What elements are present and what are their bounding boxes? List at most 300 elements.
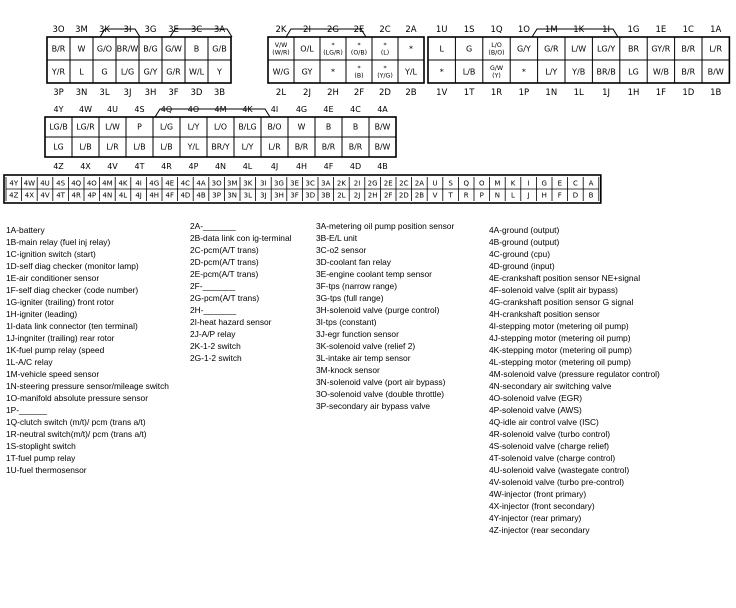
pin-label: 4Z [53,161,64,171]
legend-item: 2H-_______ [190,305,237,315]
wire-color: B/R [681,44,696,54]
legend-item: 2D-pcm(A/T trans) [190,257,259,267]
strip-pin-label: 3G [274,179,284,188]
legend-item: 4X-injector (front secondary) [489,501,595,511]
wire-color: G/O [96,44,113,54]
strip-pin-label: P [479,191,484,200]
strip-pin-label: 4N [102,191,113,200]
wire-color: * (O/B) [350,41,368,57]
wire-color: W/G [272,67,290,77]
wire-color: * [331,67,335,77]
pin-label: 3L [99,87,110,98]
pin-label: 2H [327,87,339,98]
wire-color: W [297,122,306,132]
strip-pin-label: 4P [87,191,97,200]
pcm-connector-diagram [0,0,736,215]
legend-item: 3L-intake air temp sensor [316,353,411,363]
legend-item: 1J-ingniter (trailing) rear rotor [6,333,115,343]
strip-pin-label: 3O [211,179,222,188]
pin-label: 4T [134,161,145,171]
strip-pin-label: A [588,179,594,188]
pin-label: 2J [303,87,311,98]
legend-item: 4R-solenoid valve (turbo control) [489,429,611,439]
strip-pin-label: 2I [353,179,361,188]
wire-color: B/W [707,67,724,77]
legend-item: 3B-E/L unit [316,233,358,243]
wire-color: L/W [571,44,587,54]
wire-color: L/O [213,122,228,132]
legend-item: 1F-self diag checker (code number) [6,285,139,295]
strip-pin-label: 4X [24,191,35,200]
strip-pin-label: L [511,191,515,200]
pin-label: 3H [144,87,157,98]
strip-pin-label: 4A [196,179,206,188]
legend-item: 2C-pcm(A/T trans) [190,245,259,255]
pin-label: 1O [517,24,530,35]
wire-color: * [409,44,413,54]
pin-label: 1M [544,24,558,35]
legend-item: 1B-main relay (fuel inj relay) [6,237,111,247]
pin-label: 3G [144,24,157,35]
strip-pin-label: 3E [290,179,300,188]
legend-item: 1G-igniter (trailing) front rotor [6,297,114,307]
pin-label: 3I [123,24,132,35]
wire-color: BR [627,44,640,54]
strip-pin-label: 4O [86,179,97,188]
legend-item: 4L-stepping motor (metering oil pump) [489,357,631,367]
legend-item: 4J-stepping motor (metering oil pump) [489,333,631,343]
legend-item: 3C-o2 sensor [316,245,367,255]
legend-column-4 [489,224,660,536]
pin-label: 1G [627,24,640,35]
wire-color: B [193,44,200,54]
wire-color: L/B [160,142,173,152]
strip-pin-label: 2G [367,179,378,188]
strip-pin-label: 3B [321,191,331,200]
wire-color: LG/Y [596,44,616,54]
wire-color: GY/R [651,44,671,54]
wire-color: Y/L [404,67,418,77]
wire-color: W/B [652,67,669,77]
strip-pin-label: 3M [226,179,238,188]
wire-color: B/O [267,122,282,132]
strip-pin-label: Q [463,179,469,188]
legend-item: 2G-pcm(A/T trans) [190,293,260,303]
pin-label: 1F [655,87,667,98]
legend-item: 4F-solenoid valve (split air bypass) [489,285,618,295]
pin-label: 1H [627,87,640,98]
legend-column-3 [316,220,454,412]
wire-color: O/L [300,44,314,54]
wire-color: Y/L [187,142,200,152]
legend-item: 2I-heat hazard sensor [190,317,272,327]
strip-pin-label: O [479,179,485,188]
strip-pin-label: T [448,191,453,200]
wire-color: L/B [133,142,146,152]
wire-color: B/R [681,67,696,77]
pin-label: 2B [405,87,417,98]
strip-pin-label: 4V [40,191,50,200]
strip-pin-label: S [448,179,453,188]
strip-pin-label: 2J [353,191,361,200]
pin-label: 3A [213,24,226,35]
wire-color: * (Y/G) [377,64,393,80]
wire-color: G [465,44,473,54]
strip-pin-label: 4G [149,179,160,188]
strip-pin-label: 3I [260,179,267,188]
strip-pin-label: 4Q [71,179,82,188]
pin-label: 3C [190,24,203,35]
wire-color: * (LG/R) [323,41,343,57]
pin-label: 4C [350,104,361,114]
legend-item: 4G-crankshaft position sensor G signal [489,297,634,307]
pin-label: 3K [99,24,110,35]
legend-item: 3H-solenoid valve (purge control) [316,305,440,315]
strip-pin-label: 4M [102,179,113,188]
pin-label: 2L [275,87,287,98]
wire-color: W [77,44,86,54]
wire-color: LG [628,67,639,77]
wire-color: L/Y [187,122,200,132]
wire-color: G/B [212,44,227,54]
strip-pin-label: J [527,191,530,200]
pin-label: 2E [353,24,365,35]
legend-item: 4Y-injector (rear primary) [489,513,582,523]
pin-label: 1E [655,24,667,35]
pin-label: 3P [53,87,64,98]
pin-label: 2F [353,87,365,98]
strip-pin-label: 2C [399,179,409,188]
wire-color: L/G [120,67,135,77]
legend-item: 3K-solenoid valve (relief 2) [316,341,416,351]
pin-label: 3D [190,87,203,98]
wire-color: B/R [294,142,309,152]
wire-color: L/B [79,142,92,152]
strip-pin-label: B [588,191,594,200]
pin-label: 4P [188,161,199,171]
pin-label: 2I [303,24,311,35]
strip-pin-label: R [463,191,469,200]
strip-pin-label: 3D [305,191,316,200]
legend-item: 4D-ground (input) [489,261,555,271]
legend-item: 4O-solenoid valve (EGR) [489,393,583,403]
pin-label: 1U [435,24,448,35]
wire-color: P [137,122,142,132]
pin-label: 1Q [490,24,503,35]
pin-label: 1S [463,24,475,35]
wire-color: B [352,122,359,132]
legend-item: 1N-steering pressure sensor/mileage switch [6,381,169,391]
pin-label: 1A [710,24,722,35]
legend-item: 2A-_______ [190,221,236,231]
strip-pin-label: 3F [290,191,299,200]
pin-label: 1B [710,87,722,98]
pin-label: 1I [602,24,611,35]
strip-pin-label: 3K [243,179,253,188]
wire-color: L/R [709,44,723,54]
strip-pin-label: 2F [383,191,393,200]
pin-label: 1V [436,87,448,98]
wire-color: B/W [374,142,391,152]
connector-latch [155,109,270,117]
wire-color: * (L) [380,41,390,57]
pin-label: 4O [187,104,200,114]
legend-item: 2E-pcm(A/T trans) [190,269,259,279]
pin-label: 3M [75,24,88,35]
strip-pin-label: 2K [336,179,346,188]
wire-color: G/W (Y) [489,64,504,80]
strip-pin-label: 4C [180,179,191,188]
pin-label: 3J [123,87,132,98]
strip-pin-label: 4R [71,191,81,200]
wire-color: * [521,67,526,77]
legend-item: 4Z-injector (rear secondary [489,525,590,535]
legend-item: 4H-crankshaft position sensor [489,309,600,319]
legend-item: 2F-_______ [190,281,236,291]
pin-label: 4W [79,104,92,114]
legend-item: 3D-coolant fan relay [316,257,391,267]
legend-item: 2J-A/P relay [190,329,236,339]
strip-pin-label: 4Y [9,179,19,188]
strip-pin-label: 2H [367,191,378,200]
strip-pin-label: F [557,191,562,200]
legend-item: 1M-vehicle speed sensor [6,369,100,379]
wire-color: L/R [268,142,281,152]
pin-label: 3N [75,87,88,98]
legend-item: 2B-data link con ig-terminal [190,233,292,243]
wire-color: L [439,44,444,54]
strip-pin-label: 4U [40,179,50,188]
wire-color: L/G [159,122,174,132]
legend-item: 1E-air conditioner sensor [6,273,100,283]
pin-label: 4F [323,161,334,171]
wire-color: BR/W [116,44,139,54]
pin-label: 1R [490,87,503,98]
pin-label: 1P [518,87,530,98]
strip-pin-label: 3A [321,179,331,188]
wire-color: G/W [165,44,182,54]
strip-pin-label: N [494,191,501,200]
legend-item: 1O-manifold absolute pressure sensor [6,393,148,403]
legend-item: 4S-solenoid valve (charge relief) [489,441,610,451]
pin-label: 3B [213,87,226,98]
strip-pin-label: 2D [398,191,409,200]
legend-item: 1I-data link connector (ten terminal) [6,321,138,331]
strip-pin-label: 2E [383,179,393,188]
legend-item: 4K-stepping motor (metering oil pump) [489,345,632,355]
wire-color: Y [217,67,222,77]
legend-item: 1H-igniter (leading) [6,309,78,319]
wire-color: Y/R [51,67,66,77]
pin-label: 1N [545,87,558,98]
legend-item: 4E-crankshaft position sensor NE+signal [489,273,641,283]
pin-label: 4J [270,161,279,171]
legend-column-2 [190,220,291,364]
wire-color: W/L [188,67,205,77]
pin-label: 4Q [160,104,173,114]
strip-pin-label: M [494,179,501,188]
pin-label: 3F [168,87,179,98]
legend-item: 4V-solenoid valve (turbo pre-control) [489,477,624,487]
pin-label: 4G [295,104,308,114]
wire-color: BR/B [596,67,616,77]
legend-item: 3P-secondary air bypass valve [316,401,431,411]
strip-pin-label: 4K [118,179,128,188]
wire-color: L/O (B/O) [488,41,505,57]
strip-pin-label: 3H [274,191,284,200]
wire-color: G/R [544,44,559,54]
wire-color: L/R [106,142,119,152]
strip-pin-label: C [572,179,578,188]
strip-pin-label: 2B [414,191,425,200]
pin-label: 1D [682,87,695,98]
wire-color: G/Y [143,67,158,77]
legend-item: 4T-solenoid valve (charge control) [489,453,616,463]
strip-pin-label: E [557,179,563,188]
wire-color: G/R [166,67,181,77]
pin-label: 4R [161,161,172,171]
legend-item: 3F-tps (narrow range) [316,281,397,291]
pin-label: 1K [573,24,585,35]
wire-color: LG/B [49,122,68,132]
pin-label: 4U [107,104,118,114]
legend-item: 1R-neutral switch(m/t)/ pcm (trans a/t) [6,429,147,439]
legend-item: 1Q-clutch switch (m/t)/ pcm (trans a/t) [6,417,146,427]
legend-item: 1L-A/C relay [6,357,53,367]
wire-color: B/R [348,142,363,152]
wire-color: B/W [374,122,391,132]
legend-item: 4W-injector (front primary) [489,489,587,499]
pin-label: 4V [107,161,118,171]
legend-item: 2G-1-2 switch [190,353,242,363]
pin-label: 2K [275,24,287,35]
pin-label: 4I [270,104,279,114]
strip-pin-label: K [510,179,516,188]
strip-pin-label: 3C [305,179,315,188]
legend-item: 4Q-idle air control valve (ISC) [489,417,599,427]
strip-pin-label: 4E [165,179,175,188]
wire-color: L/Y [545,67,558,77]
wire-color: LG/R [76,122,95,132]
legend-item: 3A-metering oil pump position sensor [316,221,455,231]
pin-label: 2G [327,24,339,35]
legend-column-1 [6,224,169,476]
strip-pin-label: 3L [243,191,252,200]
legend-item: 4U-solenoid valve (wastegate control) [489,465,630,475]
strip-pin-label: 4I [135,179,142,188]
legend-item: 3G-tps (full range) [316,293,384,303]
strip-pin-label: 3N [227,191,238,200]
pin-label: 4M [214,104,227,114]
pin-label: 4S [134,104,145,114]
pin-label: 4X [80,161,91,171]
wire-color: L [79,67,84,77]
legend-item: 1D-self diag checker (monitor lamp) [6,261,139,271]
legend-item: 3E-engine coolant temp sensor [316,269,432,279]
pin-label: 3O [52,24,65,35]
strip-pin-label: 3P [212,191,221,200]
pin-label: 4D [349,161,362,171]
wire-color: * (B) [354,64,364,80]
legend-item: 1T-fuel pump relay [6,453,76,463]
pin-label: 2D [379,87,391,98]
pin-label: 4B [377,161,388,171]
pin-label: 4L [242,161,253,171]
pin-label: 1C [682,24,694,35]
pin-label: 4E [323,104,334,114]
strip-pin-label: 4J [135,191,142,200]
legend-item: 4P-solenoid valve (AWS) [489,405,582,415]
strip-pin-label: V [432,191,438,200]
legend-item: 1K-fuel pump relay (speed [6,345,105,355]
strip-pin-label: G [541,179,547,188]
wire-color: B/R [321,142,336,152]
pin-label: 4A [377,104,388,114]
wire-color: L/B [462,67,476,77]
wire-color: L/Y [241,142,254,152]
legend-item: 3J-egr function sensor [316,329,399,339]
strip-pin-label: U [432,179,438,188]
wire-color: G [101,67,108,77]
legend-item: 3O-solenoid valve (double throttle) [316,389,445,399]
strip-pin-label: H [541,191,547,200]
legend-item: 4M-solenoid valve (pressure regulator control) [489,369,660,379]
pin-label: 1T [463,87,475,98]
strip-pin-label: 3J [260,191,267,200]
pin-label: 4K [242,104,253,114]
legend-item: 3N-solenoid valve (port air bypass) [316,377,446,387]
legend-item: 4A-ground (output) [489,225,560,235]
strip-pin-label: 4B [196,191,206,200]
legend-item: 4B-ground (output) [489,237,560,247]
pin-label: 4N [214,161,227,171]
legend-item: 1S-stoplight switch [6,441,76,451]
strip-pin-label: 4F [165,191,175,200]
wire-color: BR/Y [211,142,230,152]
strip-pin-label: 4L [118,191,128,200]
legend-item: 1P-______ [6,405,47,415]
pin-label: 4Y [53,104,64,114]
strip-pin-label: 4H [149,191,160,200]
pin-label: 2A [405,24,417,35]
legend-item: 4I-stepping motor (metering oil pump) [489,321,629,331]
legend-item: 1U-fuel thermosensor [6,465,87,475]
wire-color: * [439,67,444,77]
wire-color: B [325,122,332,132]
pin-label: 2C [379,24,391,35]
legend-item: 4N-secondary air switching valve [489,381,612,391]
strip-pin-label: 2L [337,191,346,200]
wire-color: L/W [105,122,120,132]
pin-label: 3E [168,24,179,35]
wire-color: GY [301,67,313,77]
wire-color: V/W (W/R) [272,41,290,57]
wire-color: B/LG [238,122,257,132]
wire-color: B/R [51,44,66,54]
strip-pin-label: I [527,179,530,188]
strip-pin-label: 4D [180,191,191,200]
legend-item: 3M-knock sensor [316,365,380,375]
legend-item: 2K-1-2 switch [190,341,241,351]
wire-color: Y/B [572,67,586,77]
legend-item: 4C-ground (cpu) [489,249,550,259]
wire-color: LG [53,142,64,152]
pin-label: 1J [602,87,611,98]
legend-item: 1A-battery [6,225,45,235]
strip-pin-label: 4T [56,191,65,200]
strip-pin-label: 4Z [9,191,19,200]
pin-label: 1L [573,87,584,98]
